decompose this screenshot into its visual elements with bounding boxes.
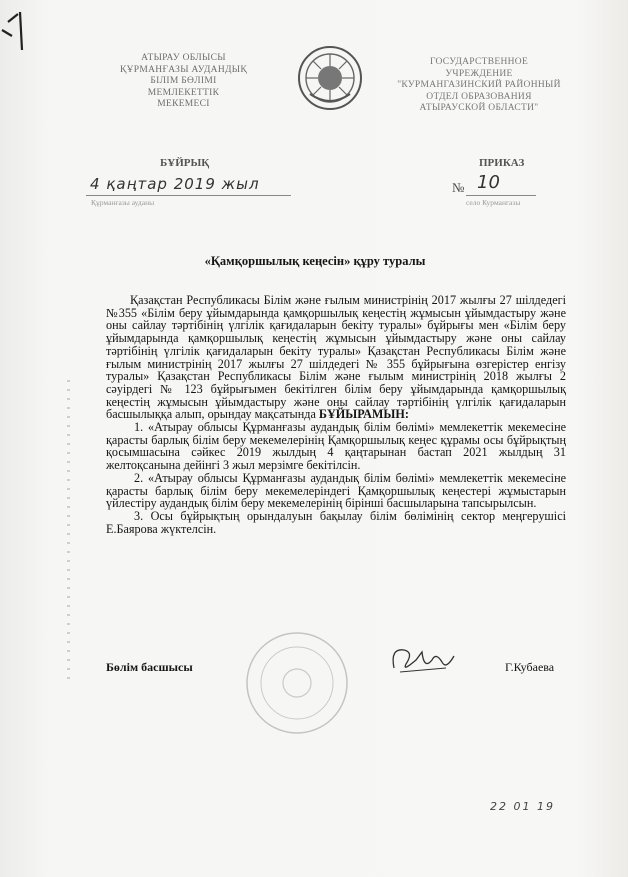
- place-ru: село Курмангазы: [466, 198, 521, 207]
- date-underline: [86, 195, 291, 196]
- handwritten-number: 10: [477, 172, 500, 193]
- order-item-2: 2. «Атырау облысы Құрманғазы аудандық білім бөлімі» мемлекеттік мекемесіне қарасты барлық білім беру мекемелеріндегі Қамқоршылық кеңестері жұмыстарын үйлестіру аудандық білім беру мекемелерінің бірінші басшыларына тапсырылсын.: [106, 470, 566, 511]
- binding-marks: [67, 380, 70, 680]
- header-line: УЧРЕЖДЕНИЕ: [445, 68, 513, 79]
- preamble-paragraph: Қазақстан Республикасы Білім және ғылым министрінің 2017 жылғы 27 шілдедегі №355 «Білім беру ұйымдарында қамқоршылық кеңестің жұмысын ұйымдастыру және оны сайлау тәртібінің үлгілік қағидаларын бекіту туралы» бұйрығы мен «Білім беру ұйымдарында қамқоршылық кеңестің жұмысын ұйымдастыру және оны сайлау тәртібінің үлгілік қағидаларын бекіту туралы» Қазақстан Республикасы Білім және ғылым министрінің 2017 жылғы 27 шілдедегі № 355 бұйрығына өзгерістер енгізу туралы» Қазақстан Республикасы Білім және ғылым министрінің 2018 жылғы 2 сәуірдегі № 123 бұйрығымен бекітілген білім беру ұйымдарында қамқоршылық кеңестің жұмысын ұйымдастыру және оны сайлау тәртібінің үлгілік қағидаларын басшылыққа алып, орындау мақсатында БҰЙЫРАМЫН:: [106, 293, 566, 422]
- header-line: БІЛІМ БӨЛІМІ: [150, 76, 217, 86]
- signature-scribble: [388, 642, 458, 680]
- document-body: [106, 294, 566, 535]
- document-title: «Қамқоршылық кеңесін» құру туралы: [204, 254, 426, 268]
- header-kazakh: [96, 53, 271, 111]
- signatory-position: Бөлім басшысы: [106, 660, 193, 674]
- header-line: МЕМЛЕКЕТТІК: [147, 87, 220, 98]
- header-line: АТЫРАУСКОЙ ОБЛАСТИ": [419, 103, 539, 113]
- order-keyword: БҰЙЫРАМЫН:: [318, 407, 409, 422]
- order-label-kz: БҰЙРЫҚ: [160, 157, 210, 169]
- signatory-name: Г.Кубаева: [505, 660, 555, 674]
- handwritten-bottom-date: 22 01 19: [490, 800, 555, 813]
- place-kz: Құрманғазы ауданы: [91, 198, 155, 207]
- header-line: ГОСУДАРСТВЕННОЕ: [429, 57, 529, 67]
- handwritten-date: 4 қаңтар 2019 жыл: [90, 175, 260, 193]
- number-underline: [466, 195, 536, 196]
- header-line: МЕКЕМЕСІ: [157, 99, 210, 109]
- order-item-3: 3. Осы бұйрықтың орындалуын бақылау білім бөлімінің сектор меңгерушісі Е.Баярова жүктелсін.: [106, 508, 566, 536]
- order-label-ru: ПРИКАЗ: [479, 157, 525, 169]
- header-line: ОТДЕЛ ОБРАЗОВАНИЯ: [426, 91, 532, 102]
- corner-pen-mark: [0, 0, 60, 60]
- seal-stamp-icon: [242, 628, 352, 738]
- header-line: АТЫРАУ ОБЛЫСЫ: [141, 53, 226, 63]
- header-russian: [384, 57, 574, 115]
- header-line: ҚҰРМАНҒАЗЫ АУДАНДЫҚ: [120, 64, 247, 75]
- order-item-1: 1. «Атырау облысы Құрманғазы аудандық білім бөлімі» мемлекеттік мекемесіне қарасты барлық білім беру мекемелерінің Қамқоршылық кеңес құрамы осы бұйрықтың қосымшасына сәйкес 2019 жылдың 4 қаңтарынан бастап 2021 жылдың 31 желтоқсанына дейінгі 3 жыл мерзімге бекітілсін.: [106, 420, 566, 473]
- header-line: "КУРМАНГАЗИНСКИЙ РАЙОННЫЙ: [397, 80, 561, 90]
- number-sign: №: [452, 180, 465, 195]
- state-emblem-icon: [296, 44, 364, 112]
